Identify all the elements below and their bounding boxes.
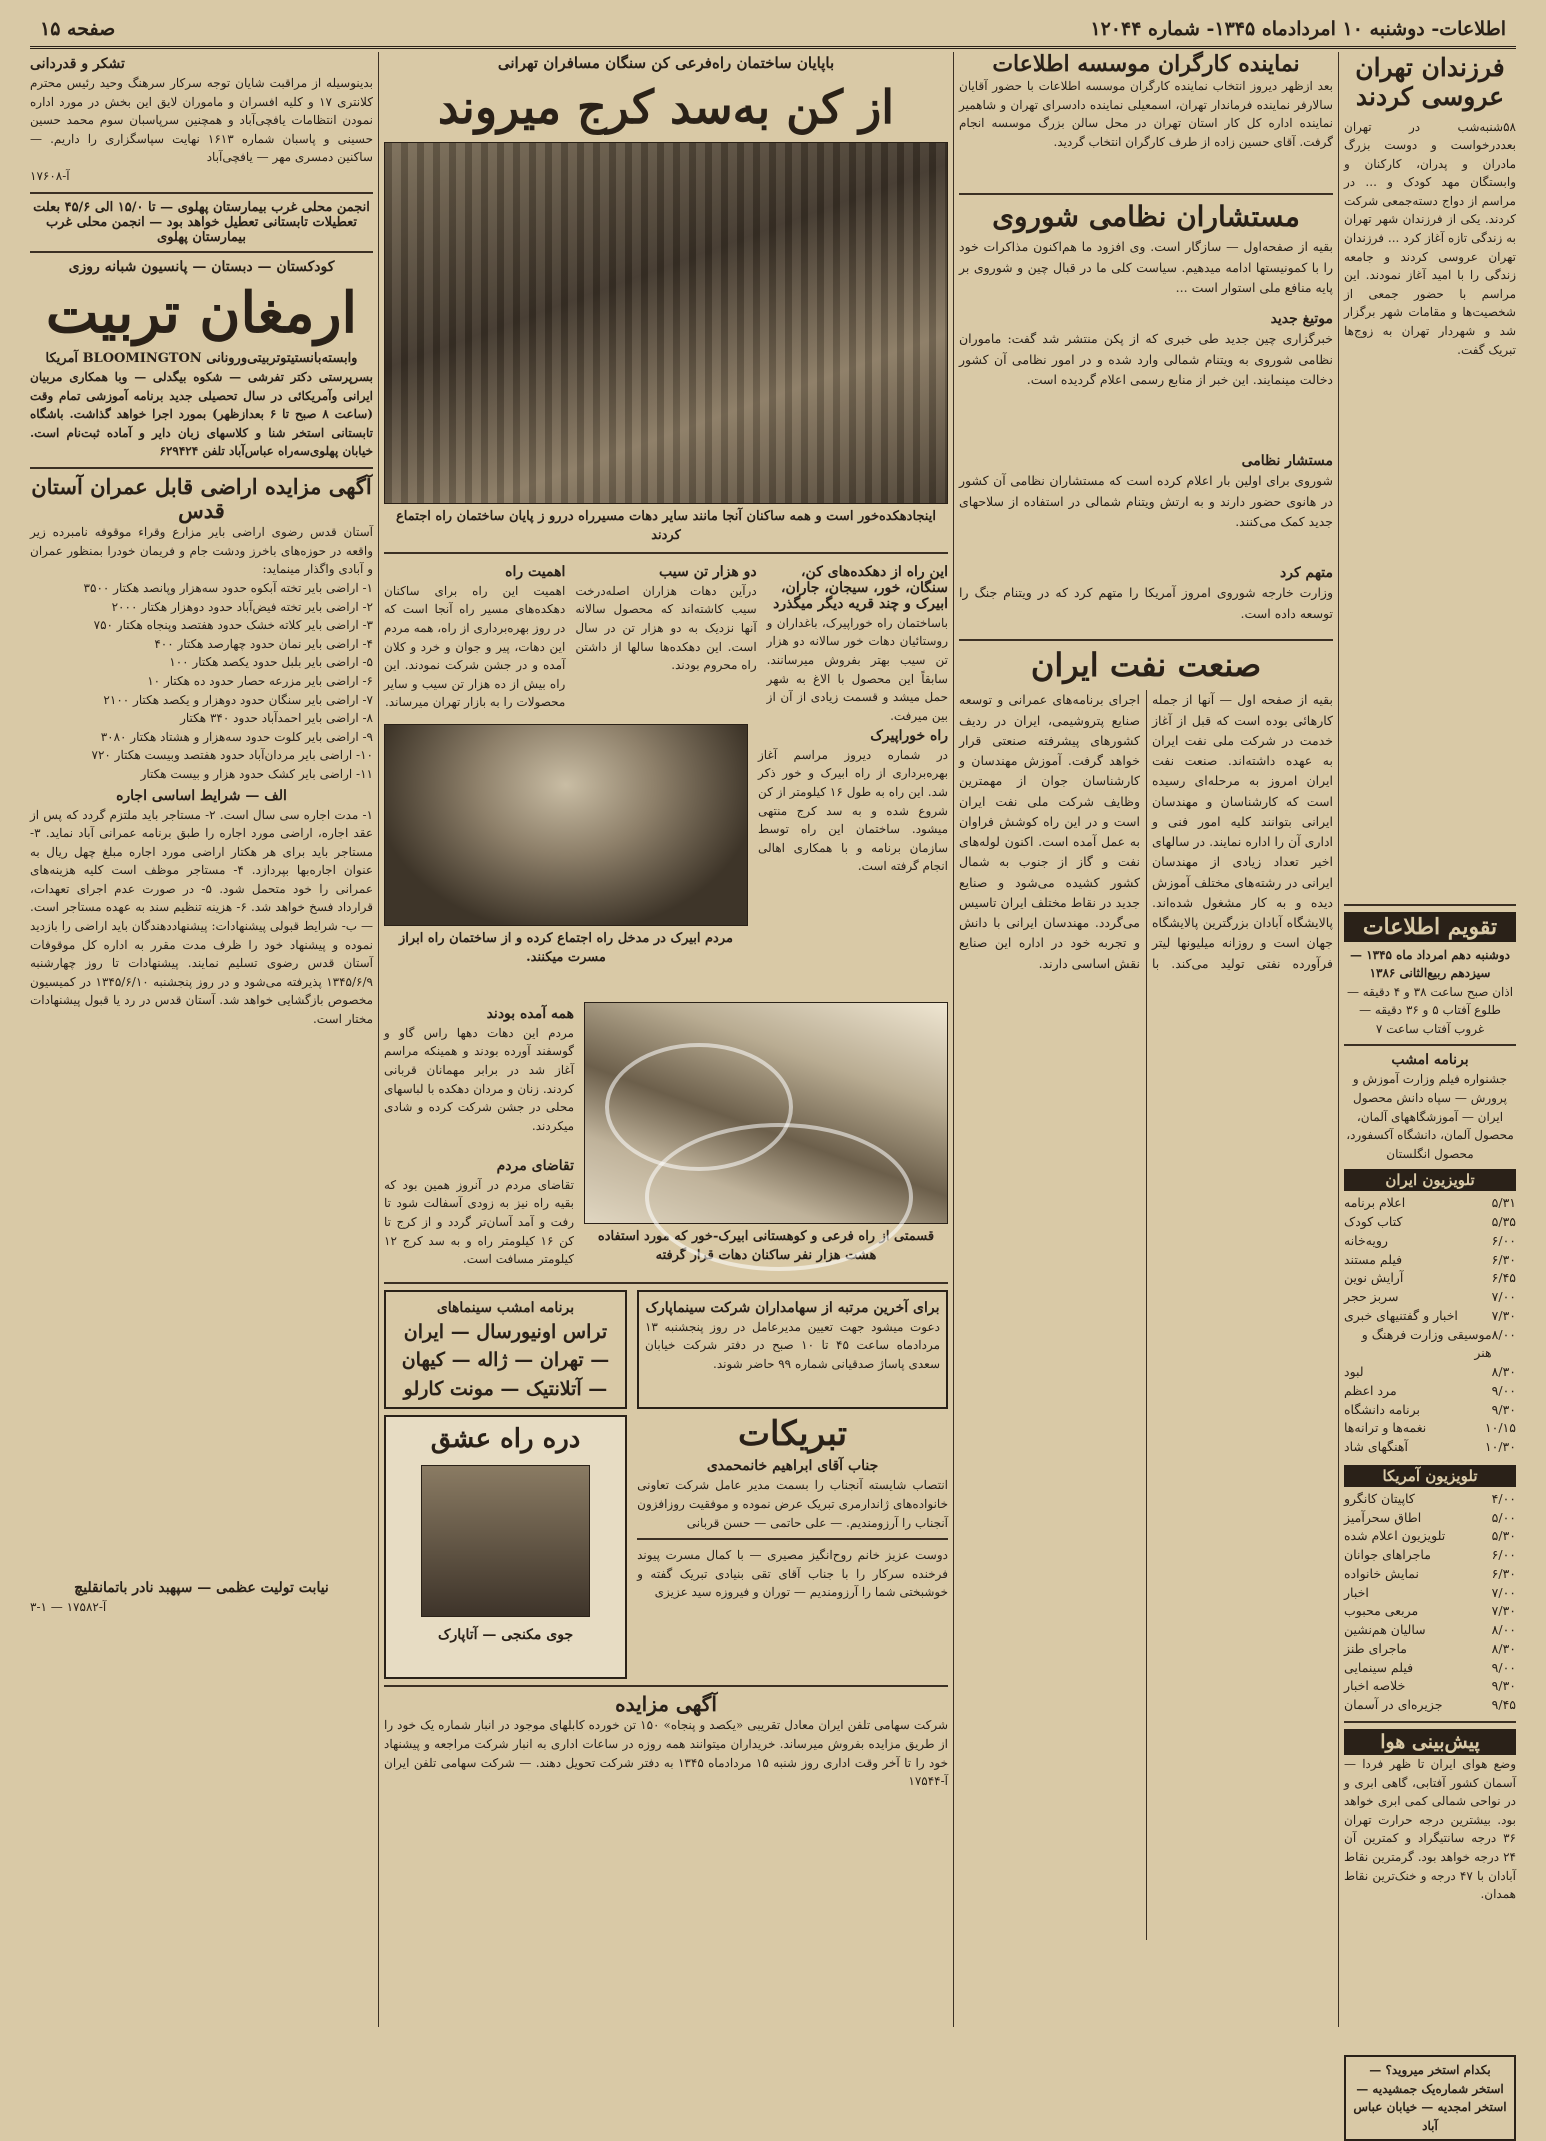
tv-program-time: ۸/۰۰ — [1491, 1326, 1516, 1342]
mountain-row — [384, 1002, 948, 1276]
soviet-text-3: وزارت خارجه شوروی امروز آمریکا را متهم کرد که در ویتنام جنگ را توسعه داده است. — [959, 585, 1333, 621]
land-ad-item: ۱- اراضی بایر تخته آبکوه حدود سه‌هزار وپانصد هکتار ۳۵۰۰ — [83, 580, 373, 595]
tv-program-row — [1344, 1269, 1516, 1288]
land-ad-items — [30, 579, 373, 784]
land-ad-item: ۵- اراضی بایر بلبل حدود یکصد هکتار ۱۰۰ — [169, 655, 373, 670]
left-column — [30, 52, 373, 2027]
divider — [1344, 1044, 1516, 1046]
villagers-photo — [384, 142, 948, 504]
soviet-sub-1: موتیغ جدید — [1270, 311, 1333, 328]
center-column — [384, 52, 948, 2027]
kindergarten-line: کودکستان — دبستان — پانسیون شبانه روزی — [68, 258, 335, 275]
tv-program-time: ۶/۴۵ — [1491, 1270, 1516, 1286]
mountain-road-photo — [584, 1002, 948, 1224]
land-ad-terms: ۱- مدت اجاره سی سال است. ۲- مستاجر باید ملتزم گردد که پس از عقد اجاره، اراضی مورد اجاره را طبق برنامه عمرانی آباد نماید. ۳- مستاجر باید برای هر هکتار اراضی مورد اجاره مبلغ چهل ریال به عنوان اجاره‌بها بپردازد. ۴- مستاجر موظف است کلیه هزینه‌های عمرانی را خود متحمل شود. ۵- در صورت عدم اجرای تعهدات، قرارداد فسخ خواهد شد. ۶- هزینه تنظیم سند به عهده مستاجر است. — ب- شرایط قبولی پیشنهادات: پیشنهاددهندگان باید اراضی را بازدید نموده و پیشنهاد خود را ظرف مدت مقرر به اداره کل موقوفات آستان قدس رضوی تسلیم نمایند. پیشنهادات تا روز چهارشنبه ۱۳۴۵/۶/۹ پذیرفته می‌شود و در روز پنجشنبه ۱۳۴۵/۶/۱۰ در کمیسیون مخصوص بازگشایی خواهد شد. آستان قدس در رد یا قبول پیشنهادات مختار است. — [30, 807, 373, 1027]
tv-program-row — [1344, 1696, 1516, 1715]
cinema-box — [384, 1290, 627, 1410]
tv-iran-label: تلویزیون ایران — [1344, 1169, 1516, 1191]
tv-program-time: ۵/۳۰ — [1491, 1528, 1516, 1544]
road-text-3: باساختمان راه خوراپیرک، باغداران و روستائیان دهات خور سالانه دو هزار تن سیب بهتر بفروش میرسانند. سابقاً این محصول با الاغ به شهر حمل میشد و قسمت زیادی از آن از بین میرفت. — [766, 615, 948, 723]
brides-headline: فرزندان تهران عروسی کردند — [1355, 53, 1505, 111]
congrats-title: تبریکات — [738, 1414, 848, 1455]
congrats-text: انتصاب شایسته آنجناب را بسمت مدیر عامل شرکت تعاونی خانواده‌های ژاندارمری تبریک عرض نموده و موفقیت روزافزون آنجناب را آرزومندیم. — علی حاتمی — حسن قربانی — [637, 1478, 948, 1530]
road-col-b — [575, 560, 756, 720]
land-ad-item: ۶- اراضی بایر مزرعه حصار حدود ده هکتار ۱۰ — [147, 673, 373, 688]
land-ad-subtitle: الف — شرایط اساسی اجاره — [116, 787, 287, 804]
road-sub-1: اهمیت راه — [505, 563, 566, 580]
soviet-sub-3: متهم کرد — [1280, 565, 1333, 582]
divider — [30, 467, 373, 469]
tv-iran-schedule — [1344, 1194, 1516, 1457]
tv-program-name: آرایش نوین — [1344, 1270, 1404, 1286]
tv-program-time: ۷/۳۰ — [1491, 1307, 1516, 1323]
crowd-caption: مردم ابیرک در مدخل راه اجتماع کرده و از ساختمان راه ابراز مسرت میکنند. — [399, 930, 733, 965]
program-title: برنامه امشب — [1391, 1052, 1469, 1069]
tv-us-label: تلویزیون آمریکا — [1344, 1465, 1516, 1487]
movie-subtitle: جوی مکنجی — آتاپارک — [437, 1627, 574, 1644]
road-side-text — [758, 724, 948, 996]
tv-program-time: ۷/۰۰ — [1491, 1584, 1516, 1600]
brides-article: ۵۸شنبه‌شب در تهران بعد‌درخواست و دوست بزرگ مادران و پدران، کارکنان و وابستگان مهد کودک و ... در مراسم از دواج دسته‌جمعی شرکت کردند. یکی از فرزندان شهر تهران به زندگی تازه آغاز کرد ... فرزندان تهران عروسی کردند و جامعه زندگی را با امید آغاز نمودند. این مراسم با حضور جمعی از شخصیت‌ها و مقامات شهر برگزار شد و شهردار تهران به زوج‌ها تبریک گفت. — [1344, 119, 1516, 357]
tv-program-name: اخبار و گفتنیهای خبری — [1344, 1307, 1458, 1323]
oil-industry-headline: صنعت نفت ایران — [1030, 646, 1262, 685]
thanks-text: بدینوسیله از مراقبت شایان توجه سرکار سرهنگ وحید رئیس محترم کلانتری ۱۷ و کلیه افسران و ماموران لایق این بخش در مورد اداره نمودن انتظامات یافچی‌آباد و همچنین سرپاسبان سوم محمد حسین حسینی و پاسبان شماره ۱۶۱۳ نهایت سپاسگزاری را داریم. — ساکنین دمسری مهر — یافچی‌آباد — [30, 76, 373, 165]
soviet-advisers-headline: مستشاران نظامی شوروی — [992, 200, 1300, 234]
congrats-block — [637, 1415, 948, 1679]
shareholders-notice — [637, 1290, 948, 1410]
divider — [30, 251, 373, 253]
divider — [1344, 904, 1516, 906]
tv-program-time: ۴/۰۰ — [1491, 1490, 1516, 1506]
tv-program-name: فیلم سینمایی — [1344, 1659, 1414, 1675]
workers-rep-headline: نماینده کارگران موسسه اطلاعات — [992, 51, 1300, 77]
tv-program-time: ۵/۰۰ — [1491, 1509, 1516, 1525]
land-ad-item: ۱۱- اراضی بایر کشک حدود هزار و بیست هکتار — [140, 766, 373, 781]
tv-program-name: مرد اعظم — [1344, 1382, 1397, 1398]
movie-title: دره راه عشق — [430, 1424, 581, 1455]
road-curve — [605, 1043, 793, 1171]
program-intro: جشنواره فیلم وزارت آموزش و پرورش — سپاه دانش محصول ایران — آموزشگاههای آلمان، محصول آلمان، دانشگاه آکسفورد، محصول انگلستان — [1346, 1072, 1514, 1161]
tv-program-row — [1344, 1527, 1516, 1546]
road-article-row — [384, 560, 948, 723]
masthead-page-number: صفحه ۱۵ — [40, 18, 116, 40]
land-ad-title: آگهی مزایده اراضی قابل عمران آستان قدس — [31, 473, 372, 524]
divider — [637, 1538, 948, 1540]
villagers-caption: اینجادهکده‌خور است و همه ساکنان آنجا مانند سایر دهات مسیرراه دررو ز پایان ساختمان راه اجتماع کردند — [396, 509, 936, 543]
road-col-a — [766, 560, 948, 723]
column-rule — [953, 52, 954, 2027]
crowd-photo-block — [384, 724, 748, 996]
tv-program-row — [1344, 1382, 1516, 1401]
tv-program-time: ۶/۰۰ — [1491, 1547, 1516, 1563]
tv-program-name: فیلم مستند — [1344, 1251, 1403, 1267]
mountain-photo-block — [584, 1002, 948, 1276]
tv-program-name: خلاصه اخبار — [1344, 1678, 1406, 1694]
armaghan-body: بسرپرستی دکتر تفرشی — شکوه بیگدلی — وبا همکاری مربیان ایرانی وآمریکائی در سال تحصیلی جدید برنامه آموزشی تمام وقت (ساعت ۸ صبح تا ۶ بعدازظهر) بمورد اجرا خواهد گذاشت. باشگاه تابستانی استخر شنا و کلاسهای زبان دایر و آماده ثبت‌نام است. خیابان پهلوی‌سه‌راه عباس‌آباد تلفن ۶۲۹۴۲۴ — [30, 369, 373, 459]
movie-still — [421, 1465, 590, 1617]
road-text-1: اهمیت این راه برای ساکنان دهکده‌های مسیر راه آنجا است که در روز بهره‌برداری از راه، همه مردم این دهات، پیر و جوان و خرد و کلان آمده و در جشن شرکت نمودند. این راه بیش از ده هزار تن سیب و سایر محصولات را به بازار تهران میرساند. — [384, 583, 566, 710]
road-col-c — [384, 560, 565, 720]
divider — [1344, 1721, 1516, 1723]
divider — [959, 193, 1333, 195]
land-ad-item: ۲- اراضی بایر تخته فیض‌آباد حدود دوهزار هکتار ۲۰۰۰ — [111, 599, 373, 614]
road-photo-row — [384, 724, 948, 996]
tv-program-row — [1344, 1621, 1516, 1640]
phone-auction-text: شرکت سهامی تلفن ایران معادل تقریبی «یکصد و پنجاه» ۱۵۰ تن خورده کابلهای موجود در انبار شماره یک خود را از طریق مزایده بفروش میرساند. خریداران میتوانند همه روزه در ساعات اداری به انبار شرکت مراجعه و پیشنهاد خود را تا آخر وقت اداری روز شنبه ۱۵ مردادماه ۱۳۴۵ به دفتر شرکت تحویل دهند. — شرکت سهامی تلفن ایران آ-۱۷۵۴۴ — [384, 1718, 948, 1789]
tv-program-time: ۶/۳۰ — [1491, 1565, 1516, 1581]
calendar-times: اذان صبح ساعت ۳۸ و ۴ دقیقه — طلوع آفتاب ۵ و ۳۶ دقیقه — غروب آفتاب ساعت ۷ — [1346, 984, 1514, 1036]
tv-program-row — [1344, 1602, 1516, 1621]
tv-program-name: آهنگهای شاد — [1344, 1439, 1408, 1455]
divider — [959, 639, 1333, 641]
tv-program-row — [1344, 1363, 1516, 1382]
tv-us-schedule — [1344, 1490, 1516, 1715]
far-right-column — [1344, 52, 1517, 2133]
tv-program-name: موسیقی وزارت فرهنگ و هنر — [1361, 1326, 1492, 1361]
tv-program-name: نمایش خانواده — [1344, 1565, 1419, 1581]
cinema-title: برنامه امشب سینماهای — [436, 1299, 575, 1316]
column-rule — [1338, 52, 1339, 2027]
tv-program-time: ۱۰/۳۰ — [1484, 1439, 1516, 1455]
tv-program-name: لبود — [1344, 1364, 1364, 1380]
tv-program-time: ۷/۰۰ — [1491, 1289, 1516, 1305]
land-ad-item: ۷- اراضی بایر سنگان حدود دوهزار و یکصد هکتار ۲۱۰۰ — [103, 692, 373, 707]
tv-program-row — [1344, 1490, 1516, 1509]
column-rule — [378, 52, 379, 2027]
tv-program-name: سالیان هم‌نشین — [1344, 1622, 1426, 1638]
tv-program-row — [1344, 1326, 1516, 1364]
tv-program-row — [1344, 1565, 1516, 1584]
congrats-text-2: دوست عزیز خانم روح‌انگیز مصیری — با کمال مسرت پیوند فرخنده سرکار را با جناب آقای تقی بنیادی تبریک گفته و خوشبختی شما را آرزومندیم — توران و فیروزه سید عزیزی — [637, 1548, 948, 1600]
tv-program-row — [1344, 1640, 1516, 1659]
tv-program-row — [1344, 1288, 1516, 1307]
armaghan-title: ارمغان تربیت — [45, 279, 358, 346]
tv-program-name: رویه‌خانه — [1344, 1232, 1388, 1248]
tv-program-row — [1344, 1307, 1516, 1326]
oil-industry-article: بقیه از صفحه اول — آنها از جمله کارهائی بوده است که قبل از آغاز خدمت در شرکت ملی نفت ایران به عهده داشته‌اند. صنعت نفت ایران امروز به مرحله‌ای رسیده است که کارشناسان و مهندسان ایرانی بتوانند کلیه امور فنی و اداری آن را اداره نمایند. در سالهای اخیر تعداد زیادی از مهندسان ایرانی در رشته‌های مختلف آموزش دیده و به کار مشغول شده‌اند. پالایشگاه آبادان بزرگترین پالایشگاه جهان است و روزانه میلیونها لیتر فرآورده نفتی تولید می‌کند. با اجرای برنامه‌های عمرانی و توسعه صنایع پتروشیمی، ایران در ردیف کشورهای پیشرفته صنعتی قرار خواهد گرفت. آموزش مهندسان و کارشناسان جوان از مهمترین وظایف شرکت ملی نفت ایران است و در این راه کوشش فراوان به عمل آمده است. اکنون لوله‌های نفت و گاز از جنوب به شمال کشور کشیده می‌شود و صنایع جدید در نقاط مختلف ایران تاسیس می‌گردد. مهندسان ایرانی با دانش و تجربه خود در اداره این صنایع نقش اساسی دارند. — [959, 692, 1333, 971]
tv-program-time: ۵/۳۵ — [1491, 1214, 1516, 1230]
tv-program-time: ۹/۰۰ — [1491, 1659, 1516, 1675]
road-sub-3: این راه از دهکده‌های کن، سنگان، خور، سیجان، جاران، ابیرک و چند قریه دیگر میگذرد — [773, 563, 948, 612]
land-ad-intro: آستان قدس رضوی اراضی بایر مزارع وقراء موقوفه نامبرده زیر واقعه در حوزه‌های باخرز ودشت جام و فریمان خودرا بمنظور عمران و آبادی واگذار مینماید: — [30, 525, 373, 577]
tv-program-time: ۵/۳۱ — [1491, 1195, 1516, 1211]
divider — [384, 1685, 948, 1687]
workers-rep-article: بعد ازظهر دیروز انتخاب نماینده کارگران موسسه اطلاعات با حضور آقایان سالارفر نماینده فرماندار تهران، اسمعیلی نماینده دادسرای تهران و شاهمیر نماینده اداره کل کار استان تهران در محل سالن بزرگ موسسه انجام گرفت. آقای حسین زاده از طرف کارگران انتخاب گردید. — [959, 79, 1333, 150]
land-ad-signature: نیابت تولیت عظمی — سپهبد نادر باتمانقلیچ — [74, 1579, 329, 1596]
tv-program-row — [1344, 1584, 1516, 1603]
ads-row-1 — [384, 1290, 948, 1410]
tv-program-time: ۹/۴۵ — [1491, 1697, 1516, 1713]
road-text-4: در شماره دیروز مراسم آغاز بهره‌برداری از راه ابیرک و خور ذکر شد. این راه به طول ۱۶ کیلومتر از کن شروع شده و به سد کرج منتهی میشود. ساختمان این راه توسط سازمان برنامه و با همکاری اهالی انجام گرفته است. — [758, 747, 948, 874]
land-ad-item: ۸- اراضی بایر احمدآباد حدود ۳۴۰ هکتار — [180, 711, 373, 726]
congrats-name: جناب آقای ابراهیم خانمحمدی — [706, 1458, 879, 1475]
land-ad-item: ۹- اراضی بایر کلوت حدود سه‌هزار و هشتاد هکتار ۳۰۸۰ — [100, 729, 373, 744]
road-text-5: مردم این دهات دهها راس گاو و گوسفند آورده بودند و همینکه مراسم آغاز شد در برابر مهمانان قربانی کردند. زنان و مردان دهکده با لباسهای محلی در جشن شرکت کرده و شادی میکردند. — [384, 1025, 574, 1133]
calendar-date: دوشنبه دهم امرداد ماه ۱۳۴۵ — سیزدهم ربیع‌الثانی ۱۳۸۶ — [1350, 947, 1510, 981]
shareholders-text: دعوت میشود جهت تعیین مدیرعامل در روز پنجشنبه ۱۳ مردادماه ساعت ۴۵ تا ۱۰ صبح در دفتر شرکت خیابان سعدی پاساژ صدقیانی شماره ۹۹ حاضر شوند. — [644, 1319, 941, 1372]
tv-program-name: ماجراهای جوانان — [1344, 1547, 1431, 1563]
land-ad-item: ۳- اراضی بایر کلاته خشک حدود هفتصد وپنجاه هکتار ۷۵۰ — [93, 618, 373, 633]
tv-program-time: ۸/۳۰ — [1491, 1364, 1516, 1380]
soviet-text-1: خبرگزاری چین جدید طی خبری که از پکن منتشر شد گفت: ماموران نظامی شوروی به ویتنام شمالی وارد شده و در امور نظامی آن کشور دخالت مینمایند. این خبر از منابع رسمی اعلام گردیده است. — [959, 331, 1333, 387]
tv-program-row — [1344, 1194, 1516, 1213]
soviet-text-2: شوروی برای اولین بار اعلام کرده است که مستشاران نظامی آن کشور در هانوی حضور دارند و به ارتش ویتنام شمالی در استفاده از سلاحهای جدید کمک می‌کنند. — [959, 473, 1333, 529]
tv-program-row — [1344, 1251, 1516, 1270]
soviet-intro: بقیه از صفحه‌اول — سازگار است. وی افزود ما هم‌اکنون مذاکرات خود را با کمونیستها ادامه میدهیم. سیاست کلی ما در قبال چین و شوروی بر پایه منافع ملی استوار است ... — [959, 239, 1333, 295]
road-headline: از کن به‌سد کرج میروند — [437, 80, 895, 135]
tv-program-row — [1344, 1232, 1516, 1251]
weather-text: وضع هوای ایران تا ظهر فردا — آسمان کشور آفتابی، گاهی ابری و در نواحی شمالی کمی ابری خواهد بود. بیشترین درجه حرارت تهران ۳۶ درجه سانتیگراد و کمترین آن ۲۴ درجه خواهد بود. گرمترین نقاط آبادان با ۴۷ درجه و خنک‌ترین نقاط همدان. — [1344, 1756, 1517, 1902]
tv-program-time: ۸/۰۰ — [1491, 1622, 1516, 1638]
tv-program-row — [1344, 1677, 1516, 1696]
tv-program-name: اعلام برنامه — [1344, 1195, 1406, 1211]
divider — [384, 552, 948, 554]
pool-ad: بکدام استخر میروید؟ — استخر شماره‌یک جمشیدیه — استخر امجدیه — خیابان عباس آباد — [1344, 2055, 1516, 2141]
land-ad-ref: آ-۱۷۵۸۲ — ۱-۳ — [30, 1599, 107, 1614]
road-sub-6: تقاضای مردم — [496, 1157, 574, 1174]
road-sub-5: همه آمده بودند — [486, 1005, 574, 1022]
tv-program-name: مربعی محبوب — [1344, 1603, 1419, 1619]
tv-program-name: کتاب کودک — [1344, 1214, 1403, 1230]
tv-program-time: ۷/۳۰ — [1491, 1603, 1516, 1619]
tv-program-time: ۹/۳۰ — [1491, 1678, 1516, 1694]
tv-program-time: ۶/۳۰ — [1491, 1251, 1516, 1267]
tv-program-name: جزیره‌ای در آسمان — [1344, 1697, 1443, 1713]
hospital-notice: انجمن محلی غرب بیمارستان پهلوی — تا ۱۵/۰ الی ۴۵/۶ بعلت تعطیلات تابستانی تعطیل خواهد بود — انجمن محلی غرب بیمارستان پهلوی — [33, 199, 370, 245]
armaghan-subtitle: وابسته‌بانستیتوتربیتی‌ورونانی BLOOMINGTON آمریکا — [45, 350, 358, 366]
road-sub-4: راه خوراپیرک — [870, 727, 948, 744]
calendar-title: تقویم اطلاعات — [1344, 912, 1516, 942]
mountain-side-text — [384, 1002, 574, 1276]
road-text-6: تقاضای مردم در آنروز همین بود که بقیه راه نیز به زودی آسفالت شود تا رفت و آمد آسان‌تر گردد و از کرج تا کن ۱۶ کیلومتر راه و به سد کرج ۱۲ کیلومتر مسافت است. — [384, 1177, 574, 1267]
land-ad-item: ۱۰- اراضی بایر مردان‌آباد حدود هفتصد وبیست هکتار ۷۲۰ — [91, 748, 373, 763]
movie-poster — [384, 1415, 627, 1679]
road-kicker: باپایان ساختمان راه‌فرعی کن سنگان مسافران تهرانی — [497, 54, 835, 72]
tv-program-name: کاپیتان کانگرو — [1344, 1490, 1415, 1506]
tv-program-name: ماجرای طنز — [1344, 1640, 1407, 1656]
tv-program-time: ۹/۰۰ — [1491, 1382, 1516, 1398]
tv-program-row — [1344, 1401, 1516, 1420]
tv-program-time: ۹/۳۰ — [1491, 1401, 1516, 1417]
phone-auction-title: آگهی مزایده — [615, 1692, 717, 1717]
tv-program-row — [1344, 1419, 1516, 1438]
tv-program-row — [1344, 1509, 1516, 1528]
tv-program-row — [1344, 1213, 1516, 1232]
shareholders-title: برای آخرین مرتبه از سهامداران شرکت سینماپارک — [645, 1299, 940, 1316]
tv-program-time: ۶/۰۰ — [1491, 1232, 1516, 1248]
tv-program-name: سربز حجر — [1344, 1289, 1399, 1305]
masthead — [30, 14, 1516, 49]
road-sub-2: دو هزار تن سیب — [659, 563, 757, 580]
tv-program-row — [1344, 1546, 1516, 1565]
weather-title: پیش‌بینی هوا — [1344, 1729, 1516, 1755]
road-text-2: درآین دهات هزاران اصله‌درخت سیب کاشته‌اند که محصول سالانه آنها نزدیک به دو هزار تن در سال است. این دهکده‌ها سالها از داشتن راه محروم بودند. — [575, 583, 757, 673]
masthead-issue: اطلاعات- دوشنبه ۱۰ امردادماه ۱۳۴۵- شماره ۱۲۰۴۴ — [1090, 18, 1506, 40]
tv-program-name: اخبار — [1344, 1584, 1369, 1600]
thanks-ref: آ-۱۷۶۰۸ — [30, 168, 70, 183]
divider — [384, 1282, 948, 1284]
tv-program-name: اطاق سحرآمیز — [1344, 1509, 1422, 1525]
crowd-photo — [384, 724, 748, 926]
divider — [30, 192, 373, 194]
tv-program-row — [1344, 1438, 1516, 1457]
ads-row-2 — [384, 1415, 948, 1679]
tv-program-name: نغمه‌ها و ترانه‌ها — [1344, 1420, 1427, 1436]
tv-program-time: ۸/۳۰ — [1491, 1640, 1516, 1656]
tv-program-time: ۱۰/۱۵ — [1484, 1420, 1516, 1436]
soviet-sub-2: مستشار نظامی — [1241, 453, 1333, 470]
right-column — [959, 52, 1333, 2027]
mountain-caption: قسمتی از راه فرعی و کوهستانی ابیرک-خور که مورد استفاده هشت هزار نفر ساکنان دهات قرار گرفته — [597, 1228, 935, 1263]
tv-program-row — [1344, 1659, 1516, 1678]
thanks-title: تشکر و قدردانی — [30, 56, 125, 72]
cinema-list: تراس اونیورسال — ایران — تهران — ژاله — کیهان — آتلانتیک — مونت کارلو — [401, 1320, 610, 1400]
tv-program-name: برنامه دانشگاه — [1344, 1401, 1420, 1417]
tv-program-name: تلویزیون اعلام شده — [1344, 1528, 1446, 1544]
land-ad-item: ۴- اراضی بایر نمان حدود چهارصد هکتار ۴۰۰ — [154, 636, 373, 651]
